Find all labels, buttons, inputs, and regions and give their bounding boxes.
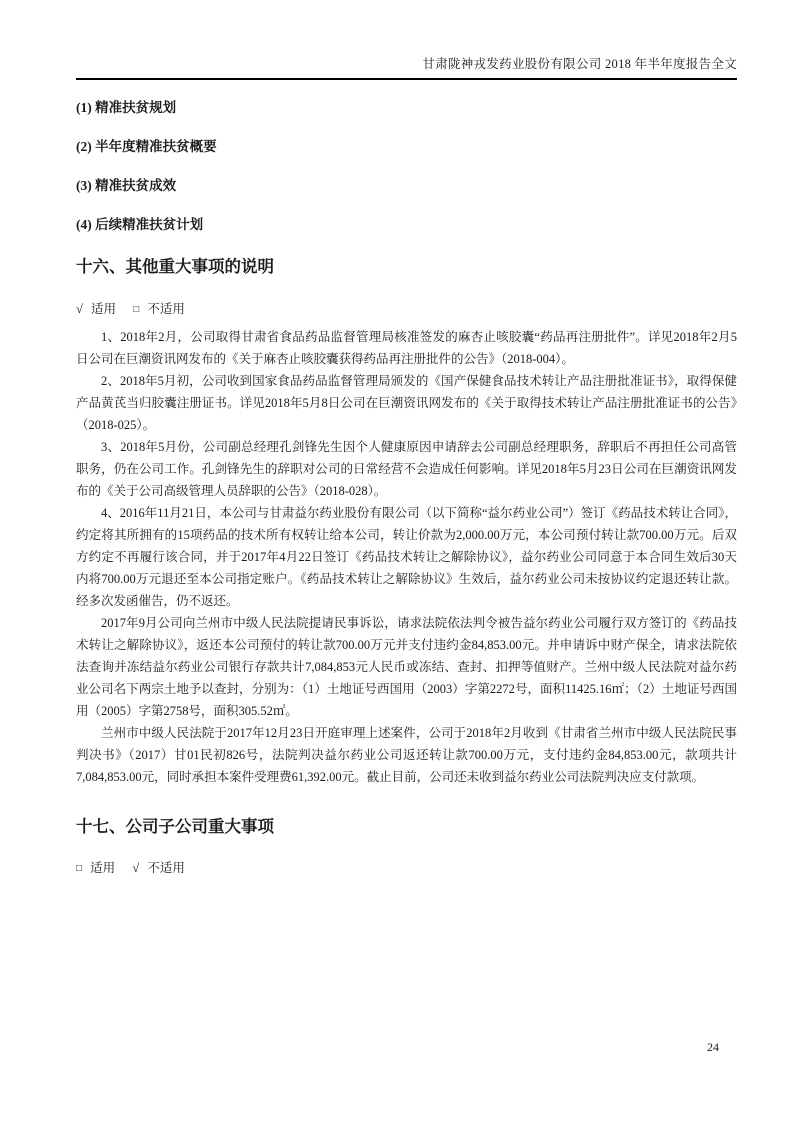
not-applicable-label: 不适用 [147,302,185,316]
section-16-applicability [76,302,737,318]
list-item-4: (4) 后续精准扶贫计划 [76,217,204,232]
paragraph-6: 兰州市中级人民法院于2017年12月23日开庭审理上述案件，公司于2018年2月收到《甘肃省兰州市中级人民法院民事判决书》（2017）甘01民初826号，法院判决益尔药业公司返还转让款700.00万元，支付违约金84,853.00元，款项共计7,084,853.00元，同时承担本案件受理费61,392.00元。截止目前，公司还未收到益尔药业公司法院判决应支付款项。 [76,726,737,784]
page-header [76,54,737,80]
section-16-title: 十六、其他重大事项的说明 [76,257,274,276]
checkbox-empty-icon: □ [76,863,83,874]
applicable-label: 适用 [91,302,117,316]
not-applicable-label: 不适用 [147,861,185,875]
checkbox-empty-icon: □ [133,304,140,315]
check-mark: √ [132,861,140,875]
page-content [76,100,737,877]
list-item-1: (1) 精准扶贫规划 [76,100,177,115]
applicable-label: 适用 [90,861,116,875]
list-item-3: (3) 精准扶贫成效 [76,178,177,193]
section-17-title: 十七、公司子公司重大事项 [76,817,274,836]
header-title: 甘肃陇神戎发药业股份有限公司 2018 年半年度报告全文 [422,57,737,71]
page-number: 24 [707,1040,719,1054]
check-mark: √ [76,302,83,316]
paragraph-2: 2、2018年5月初，公司收到国家食品药品监督管理局颁发的《国产保健食品技术转让产品注册批准证书》，取得保健产品黄芪当归胶囊注册证书。详见2018年5月8日公司在巨潮资讯网发布的《关于取得技术转让产品注册批准证书的公告》（2018-025）。 [76,374,737,432]
paragraph-3: 3、2018年5月份，公司副总经理孔剑锋先生因个人健康原因申请辞去公司副总经理职务，辞职后不再担任公司高管职务，仍在公司工作。孔剑锋先生的辞职对公司的日常经营不会造成任何影响。详见2018年5月23日公司在巨潮资讯网发布的《关于公司高级管理人员辞职的公告》（2018-028）。 [76,440,737,498]
section-17-applicability [76,861,737,877]
paragraph-4: 4、2016年11月21日，本公司与甘肃益尔药业股份有限公司（以下简称“益尔药业公司”）签订《药品技术转让合同》，约定将其所拥有的15项药品的技术所有权转让给本公司，转让价款为2,000.00万元，本公司预付转让款700.00万元。后双方约定不再履行该合同，并于2017年4月22日签订《药品技术转让之解除协议》，益尔药业公司同意于本合同生效后30天内将700.00万元退还至本公司指定账户。《药品技术转让之解除协议》生效后，益尔药业公司未按协议约定退还转让款。经多次发函催告，仍不返还。 [76,506,737,608]
paragraph-1: 1、2018年2月，公司取得甘肃省食品药品监督管理局核准签发的麻杏止咳胶囊“药品再注册批件”。详见2018年2月5日公司在巨潮资讯网发布的《关于麻杏止咳胶囊获得药品再注册批件的公告》（2018-004）。 [76,330,737,366]
list-item-2: (2) 半年度精准扶贫概要 [76,139,217,154]
paragraph-5: 2017年9月公司向兰州市中级人民法院提请民事诉讼，请求法院依法判令被告益尔药业公司履行双方签订的《药品技术转让之解除协议》，返还本公司预付的转让款700.00万元并支付违约金84,853.00元。并申请诉中财产保全，请求法院依法查询并冻结益尔药业公司银行存款共计7,084,853元人民币或冻结、查封、扣押等值财产。兰州中级人民法院对益尔药业公司名下两宗土地予以查封，分别为：（1）土地证号西国用（2003）字第2272号，面积11425.16㎡；（2）土地证号西国用（2005）字第2758号，面积305.52㎡。 [76,616,737,718]
